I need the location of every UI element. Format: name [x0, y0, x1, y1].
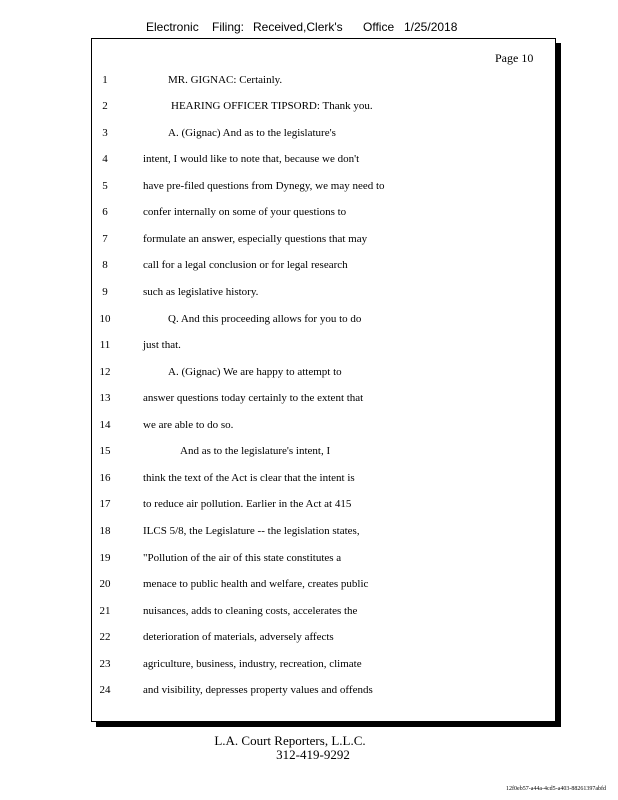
line-text: answer questions today certainly to the extent that	[143, 392, 364, 404]
line-number: 11	[99, 339, 111, 351]
transcript-line	[0, 337, 560, 353]
document-hash: 12f0eb57-a44a-4cd5-a403-88261397abfd	[506, 786, 606, 792]
line-text: HEARING OFFICER TIPSORD: Thank you.	[171, 100, 373, 112]
line-number: 3	[102, 127, 108, 139]
line-text: Q. And this proceeding allows for you to do	[168, 313, 362, 325]
line-number: 24	[99, 684, 111, 696]
line-number: 23	[99, 658, 111, 670]
line-number: 20	[99, 578, 111, 590]
line-text: A. (Gignac) And as to the legislature's	[168, 127, 336, 139]
line-text: to reduce air pollution. Earlier in the Act at 415	[143, 498, 352, 510]
transcript-line	[0, 603, 560, 619]
transcript-line	[0, 151, 560, 167]
line-text: just that.	[143, 339, 181, 351]
line-number: 21	[99, 605, 111, 617]
filing-header-date: 1/25/2018	[404, 20, 458, 34]
line-text: have pre-filed questions from Dynegy, we may need to	[143, 180, 385, 192]
line-number: 9	[102, 286, 108, 298]
transcript-line	[0, 629, 560, 645]
line-text: MR. GIGNAC: Certainly.	[168, 74, 283, 86]
filing-header	[0, 20, 618, 36]
line-number: 12	[99, 366, 111, 378]
transcript-line	[0, 523, 560, 539]
filing-header-received: Received,Clerk's	[253, 20, 343, 34]
line-number: 5	[102, 180, 108, 192]
line-number: 13	[99, 392, 111, 404]
line-text: deterioration of materials, adversely affects	[143, 631, 334, 643]
line-number: 4	[102, 153, 108, 165]
line-number: 19	[99, 552, 111, 564]
transcript-line	[0, 204, 560, 220]
line-text: think the text of the Act is clear that the intent is	[143, 472, 355, 484]
filing-header-filing: Filing:	[212, 20, 245, 34]
line-text: confer internally on some of your questions to	[143, 206, 347, 218]
line-number: 16	[99, 472, 111, 484]
transcript-line	[0, 417, 560, 433]
transcript-line	[0, 98, 560, 114]
line-text: A. (Gignac) We are happy to attempt to	[168, 366, 342, 378]
line-number: 17	[99, 498, 111, 510]
transcript-line	[0, 125, 560, 141]
line-number: 7	[102, 233, 108, 245]
page-number: Page 10	[495, 51, 534, 65]
transcript-line	[0, 576, 560, 592]
line-number: 2	[102, 100, 108, 112]
line-text: formulate an answer, especially questions that may	[143, 233, 368, 245]
transcript-line	[0, 257, 560, 273]
line-number: 6	[102, 206, 108, 218]
transcript-line	[0, 470, 560, 486]
transcript-line	[0, 656, 560, 672]
transcript-line	[0, 496, 560, 512]
court-reporter-name: L.A. Court Reporters, L.L.C.	[214, 733, 366, 748]
line-number: 14	[99, 419, 111, 431]
transcript-line	[0, 178, 560, 194]
transcript-line	[0, 72, 560, 88]
line-text: "Pollution of the air of this state constitutes a	[143, 552, 342, 564]
transcript-line	[0, 311, 560, 327]
line-number: 15	[99, 445, 111, 457]
line-number: 8	[102, 259, 108, 271]
line-text: menace to public health and welfare, creates public	[143, 578, 369, 590]
transcript-line	[0, 284, 560, 300]
line-text: call for a legal conclusion or for legal research	[143, 259, 348, 271]
transcript-line	[0, 682, 560, 698]
transcript-line	[0, 443, 560, 459]
line-number: 10	[99, 313, 111, 325]
transcript-line	[0, 550, 560, 566]
line-number: 1	[102, 74, 108, 86]
transcript-line	[0, 364, 560, 380]
line-text: nuisances, adds to cleaning costs, accelerates the	[143, 605, 358, 617]
line-text: And as to the legislature's intent, I	[180, 445, 331, 457]
line-text: such as legislative history.	[143, 286, 259, 298]
line-text: agriculture, business, industry, recreation, climate	[143, 658, 362, 670]
line-number: 22	[99, 631, 111, 643]
transcript-line	[0, 231, 560, 247]
line-text: we are able to do so.	[143, 419, 234, 431]
filing-header-office: Office	[363, 20, 395, 34]
line-text: intent, I would like to note that, because we don't	[143, 153, 360, 165]
transcript-line	[0, 390, 560, 406]
line-text: and visibility, depresses property values and offends	[143, 684, 373, 696]
line-text: ILCS 5/8, the Legislature -- the legislation states,	[143, 525, 360, 537]
line-number: 18	[99, 525, 111, 537]
filing-header-electronic: Electronic	[146, 20, 199, 34]
court-reporter-phone: 312-419-9292	[276, 747, 350, 762]
